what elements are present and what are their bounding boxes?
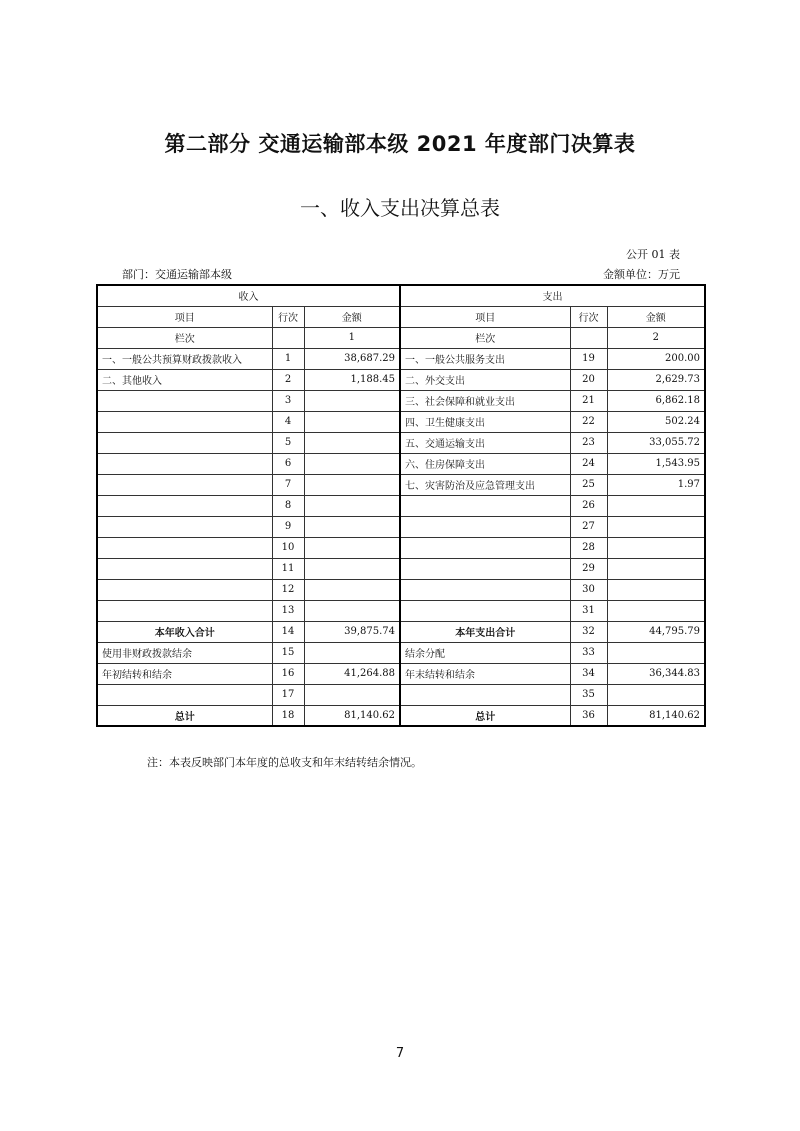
table-row — [97, 390, 705, 411]
income-amount-cell — [304, 579, 400, 600]
income-line-cell: 3 — [272, 390, 304, 411]
income-line-cell: 8 — [272, 495, 304, 516]
unit-label: 金额单位：万元 — [603, 268, 680, 281]
income-line-cell: 18 — [272, 705, 304, 726]
table-row — [97, 411, 705, 432]
expense-amount-cell — [607, 684, 705, 705]
expense-amount-cell: 200.00 — [607, 348, 705, 369]
table-row — [97, 684, 705, 705]
table-row — [97, 432, 705, 453]
income-amount-cell — [304, 516, 400, 537]
table-row — [97, 495, 705, 516]
department-label: 部门：交通运输部本级 — [122, 268, 232, 281]
income-line-cell: 16 — [272, 663, 304, 684]
income-amount-cell — [304, 453, 400, 474]
expense-amount-cell: 502.24 — [607, 411, 705, 432]
income-item-cell: 年初结转和结余 — [97, 663, 272, 684]
table-subtitle: 一、收入支出决算总表 — [300, 196, 500, 220]
expense-item-cell — [400, 495, 570, 516]
income-item-cell — [97, 684, 272, 705]
income-amount-cell — [304, 684, 400, 705]
expense-line-cell: 29 — [570, 558, 607, 579]
income-line-cell: 17 — [272, 684, 304, 705]
table-row — [97, 474, 705, 495]
income-col-blank — [272, 327, 304, 348]
income-line-cell: 14 — [272, 621, 304, 642]
expense-item-cell — [400, 537, 570, 558]
table-row — [97, 621, 705, 642]
income-item-cell — [97, 390, 272, 411]
expense-item-cell: 一、一般公共服务支出 — [400, 348, 570, 369]
income-line-cell: 12 — [272, 579, 304, 600]
expense-line-cell: 27 — [570, 516, 607, 537]
expense-line-cell: 22 — [570, 411, 607, 432]
income-line-cell: 5 — [272, 432, 304, 453]
table-row — [97, 705, 705, 726]
income-amount-cell: 81,140.62 — [304, 705, 400, 726]
expense-line-cell: 32 — [570, 621, 607, 642]
footnote: 注：本表反映部门本年度的总收支和年末结转结余情况。 — [147, 756, 422, 769]
table-row — [97, 537, 705, 558]
income-line-cell: 15 — [272, 642, 304, 663]
income-line-cell: 13 — [272, 600, 304, 621]
expense-line-cell: 30 — [570, 579, 607, 600]
income-line-cell: 7 — [272, 474, 304, 495]
income-amount-cell: 41,264.88 — [304, 663, 400, 684]
expense-item-cell: 七、灾害防治及应急管理支出 — [400, 474, 570, 495]
expense-item-cell: 本年支出合计 — [400, 621, 570, 642]
expense-amount-cell — [607, 600, 705, 621]
expense-line-cell: 26 — [570, 495, 607, 516]
income-item-cell — [97, 516, 272, 537]
expense-item-cell: 结余分配 — [400, 642, 570, 663]
expense-item-cell — [400, 684, 570, 705]
header-row-section — [97, 285, 705, 306]
income-item-cell: 总计 — [97, 705, 272, 726]
income-item-cell — [97, 453, 272, 474]
expense-amount-cell: 33,055.72 — [607, 432, 705, 453]
expense-item-cell — [400, 558, 570, 579]
expense-amount-cell: 2,629.73 — [607, 369, 705, 390]
income-amount-cell — [304, 474, 400, 495]
table-row — [97, 453, 705, 474]
expense-section-header: 支出 — [400, 285, 705, 306]
income-item-cell — [97, 495, 272, 516]
expense-amount-cell: 6,862.18 — [607, 390, 705, 411]
income-line-cell: 2 — [272, 369, 304, 390]
income-line-cell: 11 — [272, 558, 304, 579]
header-row-column-numbers — [97, 327, 705, 348]
income-item-cell — [97, 600, 272, 621]
income-amount-cell: 39,875.74 — [304, 621, 400, 642]
income-line-cell: 6 — [272, 453, 304, 474]
expense-amount-cell — [607, 495, 705, 516]
expense-amount-header: 金额 — [607, 306, 705, 327]
expense-line-cell: 31 — [570, 600, 607, 621]
expense-line-cell: 28 — [570, 537, 607, 558]
expense-line-cell: 34 — [570, 663, 607, 684]
income-line-cell: 10 — [272, 537, 304, 558]
table-row — [97, 348, 705, 369]
income-amount-cell: 38,687.29 — [304, 348, 400, 369]
expense-line-cell: 23 — [570, 432, 607, 453]
expense-item-cell: 三、社会保障和就业支出 — [400, 390, 570, 411]
income-amount-cell — [304, 495, 400, 516]
income-item-cell — [97, 411, 272, 432]
income-item-cell — [97, 579, 272, 600]
income-amount-cell — [304, 390, 400, 411]
expense-line-cell: 21 — [570, 390, 607, 411]
expense-amount-cell — [607, 537, 705, 558]
income-item-header: 项目 — [97, 306, 272, 327]
summary-table-wrapper — [96, 284, 704, 727]
income-item-cell — [97, 537, 272, 558]
income-item-cell: 二、其他收入 — [97, 369, 272, 390]
expense-item-cell: 年末结转和结余 — [400, 663, 570, 684]
income-item-cell — [97, 432, 272, 453]
expense-item-cell — [400, 579, 570, 600]
income-item-cell: 一、一般公共预算财政拨款收入 — [97, 348, 272, 369]
expense-amount-cell — [607, 579, 705, 600]
expense-line-cell: 24 — [570, 453, 607, 474]
income-item-cell — [97, 558, 272, 579]
expense-item-cell — [400, 600, 570, 621]
income-section-header: 收入 — [97, 285, 400, 306]
header-row-columns — [97, 306, 705, 327]
income-line-cell: 4 — [272, 411, 304, 432]
expense-item-cell: 总计 — [400, 705, 570, 726]
table-row — [97, 369, 705, 390]
expense-col-number: 2 — [607, 327, 705, 348]
expense-amount-cell: 81,140.62 — [607, 705, 705, 726]
income-amount-cell — [304, 432, 400, 453]
income-amount-cell: 1,188.45 — [304, 369, 400, 390]
expense-amount-cell — [607, 642, 705, 663]
expense-item-cell: 五、交通运输支出 — [400, 432, 570, 453]
table-row — [97, 642, 705, 663]
expense-line-cell: 35 — [570, 684, 607, 705]
expense-amount-cell — [607, 558, 705, 579]
expense-item-cell: 六、住房保障支出 — [400, 453, 570, 474]
expense-item-cell — [400, 516, 570, 537]
expense-item-cell: 二、外交支出 — [400, 369, 570, 390]
income-col-label: 栏次 — [97, 327, 272, 348]
income-amount-cell — [304, 411, 400, 432]
income-line-header: 行次 — [272, 306, 304, 327]
form-code: 公开 01 表 — [626, 248, 680, 261]
income-amount-cell — [304, 558, 400, 579]
table-row — [97, 600, 705, 621]
expense-line-header: 行次 — [570, 306, 607, 327]
expense-line-cell: 33 — [570, 642, 607, 663]
income-amount-cell — [304, 642, 400, 663]
income-amount-header: 金额 — [304, 306, 400, 327]
table-row — [97, 516, 705, 537]
table-body — [97, 348, 705, 726]
income-line-cell: 9 — [272, 516, 304, 537]
expense-col-blank — [570, 327, 607, 348]
expense-line-cell: 36 — [570, 705, 607, 726]
expense-item-header: 项目 — [400, 306, 570, 327]
income-amount-cell — [304, 537, 400, 558]
expense-amount-cell — [607, 516, 705, 537]
expense-line-cell: 20 — [570, 369, 607, 390]
income-item-cell — [97, 474, 272, 495]
income-expense-summary-table — [96, 284, 706, 727]
expense-amount-cell: 44,795.79 — [607, 621, 705, 642]
table-row — [97, 663, 705, 684]
expense-amount-cell: 1,543.95 — [607, 453, 705, 474]
page-number: 7 — [395, 1046, 405, 1061]
income-line-cell: 1 — [272, 348, 304, 369]
expense-amount-cell: 36,344.83 — [607, 663, 705, 684]
expense-line-cell: 19 — [570, 348, 607, 369]
document-title: 第二部分 交通运输部本级 2021 年度部门决算表 — [164, 132, 636, 156]
table-row — [97, 558, 705, 579]
income-item-cell: 本年收入合计 — [97, 621, 272, 642]
table-row — [97, 579, 705, 600]
expense-col-label: 栏次 — [400, 327, 570, 348]
expense-line-cell: 25 — [570, 474, 607, 495]
expense-amount-cell: 1.97 — [607, 474, 705, 495]
expense-item-cell: 四、卫生健康支出 — [400, 411, 570, 432]
income-item-cell: 使用非财政拨款结余 — [97, 642, 272, 663]
income-amount-cell — [304, 600, 400, 621]
income-col-number: 1 — [304, 327, 400, 348]
